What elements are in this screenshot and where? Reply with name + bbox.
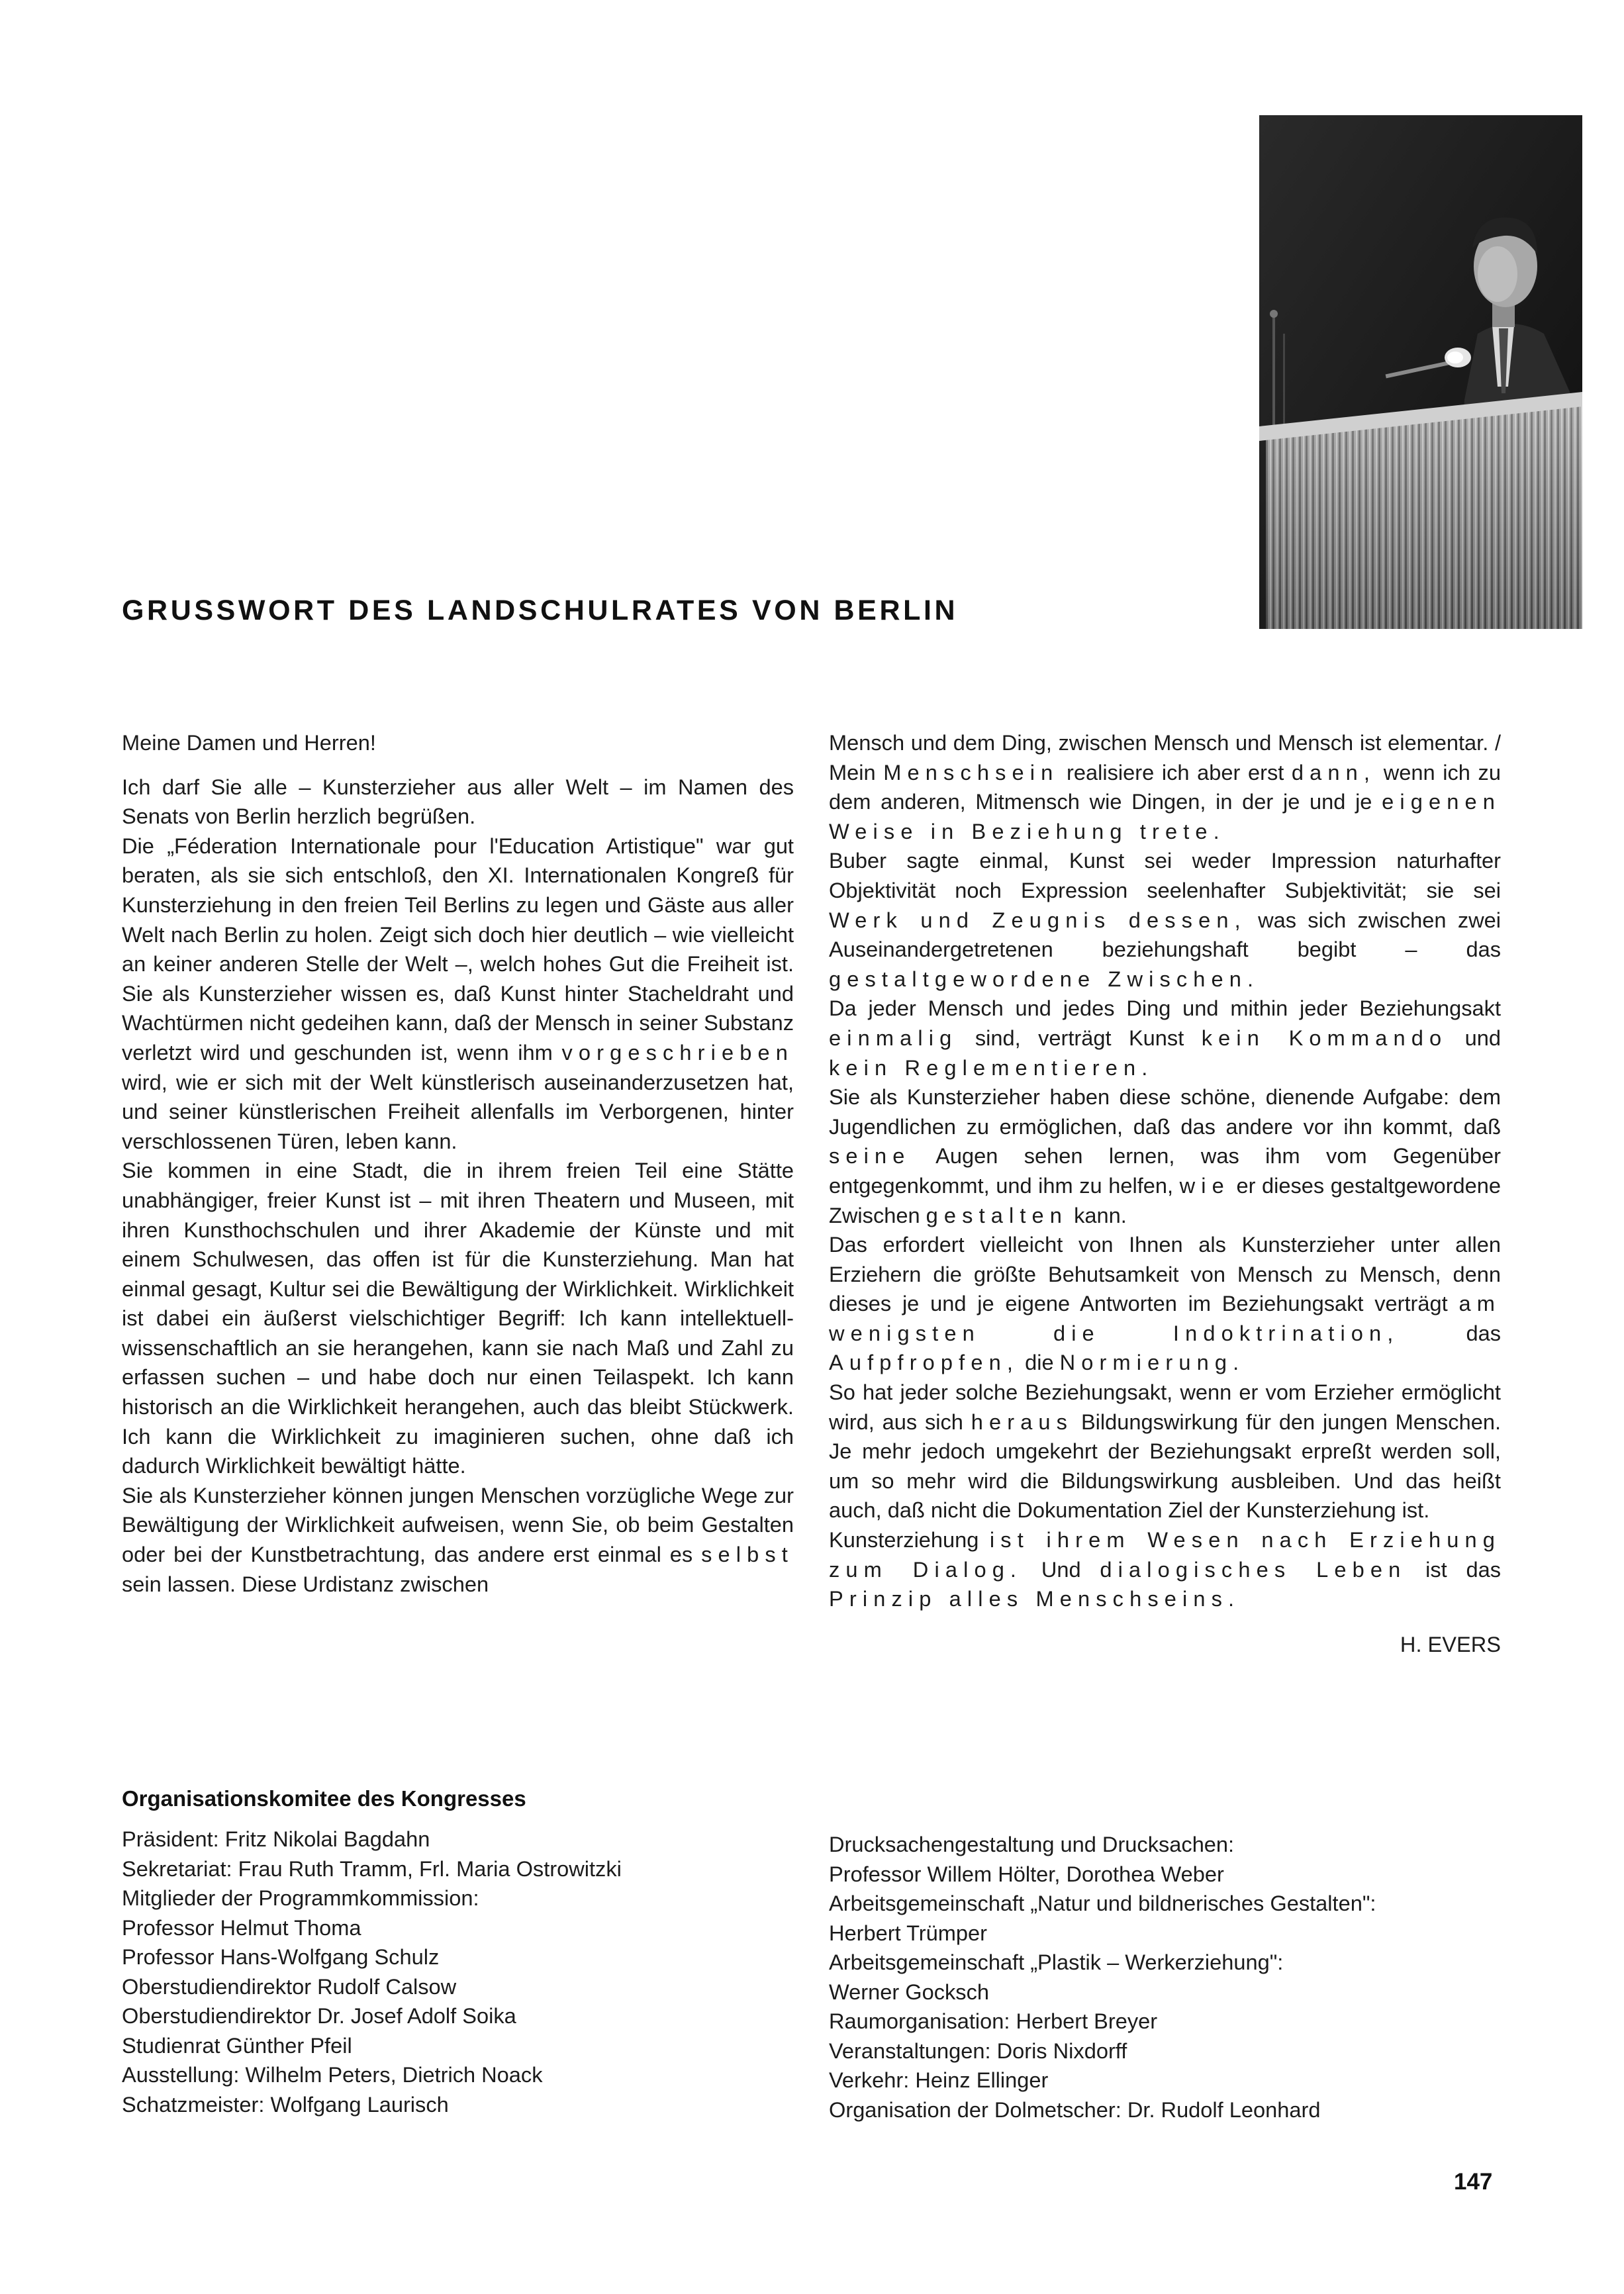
paragraph-city: Sie kommen in eine Stadt, die in ihrem freien Teil eine Stätte unabhängiger, freier Kunst ist – mit ihren Theatern und Museen, mit ihren Kunsthochschulen und ihrer Akademie der Künste und mit einem Schulwesen, das offen ist für die Kunsterziehung. Man hat einmal gesagt, Kultur sei die Bewältigung der Wirklichkeit. Wirklichkeit ist dabei ein äußerst vielschichtiger Begriff: Ich kann intellektuell-wissenschaftlich an sie herangehen, kann sie nach Maß und Zahl zu erfassen suchen – und habe doch nur einen Teilaspekt. Ich kann historisch an die Wirklichkeit herangehen, auch das bleibt Stückwerk. Ich kann die Wirklichkeit zu imaginieren suchen, ohne daß ich dadurch Wirklichkeit bewältigt hätte. (122, 1158, 794, 1478)
emphasis-text: wie (1179, 1172, 1230, 1198)
paragraph-federation: Die „Féderation Internationale pour l'Education Artistique" war gut beraten, als sie sich entschloß, den XI. Internationalen Kongreß für Kunsterziehung in den freien Teil Berlins zu legen und Gäste aus aller Welt nach Berlin zu holen. Zeigt sich doch hier deutlich – wie vielleicht an keiner anderen Stelle der Welt –, welch hohes Gut die Freiheit ist. Sie als Kunsterzieher wissen es, daß Kunst hinter Stacheldraht und Wachtürmen nicht gedeihen kann, daß der Mensch in seiner Substanz verletzt wird und geschunden ist, wenn ihm vorgeschrieben wird, wie er sich mit der Welt künstlerisch auseinanderzusetzen hat, und seiner künstlerischen Freiheit allenfalls im Verborgenen, hinter verschlossenen Türen, leben kann. (122, 833, 794, 1153)
emphasis-text: Normierung. (1059, 1350, 1245, 1375)
paragraph-unique: Da jeder Mensch und jedes Ding und mithin jeder Beziehungsakt einmalig sind, verträgt Kunst kein Kommando und kein Reglementieren. (829, 996, 1501, 1080)
list-item: Verkehr: Heinz Ellinger (829, 2068, 1049, 2092)
list-item: Präsident: Fritz Nikolai Bagdahn (122, 1827, 430, 1851)
emphasis-text: vorgeschrieben (561, 1039, 794, 1065)
page-number: 147 (1454, 2169, 1493, 2195)
list-item: Herbert Trümper (829, 1920, 987, 1945)
paragraph-effect: So hat jeder solche Beziehungsakt, wenn er vom Erzieher ermöglicht wird, aus sich heraus Bildungswirkung für den jungen Menschen. Je mehr jedoch umgekehrt der Beziehungsakt erpreßt werden soll, um so mehr wird die Bildungswirkung ausbleiben. Und das heißt auch, daß nicht die Dokumentation Ziel der Kunsterziehung ist. (829, 1380, 1501, 1523)
emphasis-text: ist ihrem Wesen nach Erziehung zum Dialog. (829, 1527, 1501, 1582)
list-item: Professor Hans-Wolfgang Schulz (122, 1944, 440, 1969)
emphasis-text: selbst (701, 1542, 794, 1567)
emphasis-text: seine (829, 1143, 911, 1169)
list-item: Studienrat Günther Pfeil (122, 2032, 352, 2058)
list-item: Oberstudiendirektor Dr. Josef Adolf Soika (122, 2003, 516, 2028)
list-item: Sekretariat: Frau Ruth Tramm, Frl. Maria Ostrowitzki (122, 1856, 622, 1881)
emphasis-text: Menschsein (883, 759, 1059, 785)
speaker-at-lectern-photo-icon (1259, 115, 1582, 629)
list-item: Drucksachengestaltung und Drucksachen: (829, 1832, 1235, 1856)
list-item: Schatzmeister: Wolfgang Laurisch (122, 2091, 449, 2117)
paragraph-greeting: Ich darf Sie alle – Kunsterzieher aus aller Welt – im Namen des Senats von Berlin herzlich begrüßen. (122, 774, 794, 829)
list-item: Werner Gocksch (829, 1979, 989, 2004)
salutation: Meine Damen und Herren! (122, 730, 376, 755)
list-item: Ausstellung: Wilhelm Peters, Dietrich Noack (122, 2062, 543, 2087)
list-item: Professor Helmut Thoma (122, 1915, 361, 1940)
list-item: Oberstudiendirektor Rudolf Calsow (122, 1974, 457, 1999)
paragraph-care: Das erfordert vielleicht von Ihnen als Kunsterzieher unter allen Erziehern die größte Behutsamkeit von Mensch zu Mensch, denn dieses je und je eigene Antworten im Beziehungsakt verträgt am wenigsten die Indoktrination, das Aufpfropfen, die Normierung. (829, 1232, 1501, 1375)
emphasis-text: gestalten (926, 1202, 1069, 1227)
paragraph-educators: Sie als Kunsterzieher können jungen Menschen vorzügliche Wege zur Bewältigung der Wirklichkeit aufweisen, wenn Sie, ob beim Gestalten oder bei der Kunstbetrachtung, das andere erst einmal es selbst sein lassen. Diese Urdistanz zwischen (122, 1482, 794, 1596)
emphasis-text: gestaltgewordene Zwischen. (829, 966, 1260, 991)
signature: H. EVERS (1400, 1631, 1501, 1656)
org-committee-list-left (122, 1825, 622, 2119)
emphasis-text: dann, (1291, 759, 1376, 785)
emphasis-text: kein Kommando (1201, 1025, 1448, 1050)
paragraph-dialog: Kunsterziehung ist ihrem Wesen nach Erziehung zum Dialog. Und dialogisches Leben ist das Prinzip alles Menschseins. (829, 1527, 1501, 1611)
paragraph-distance: Mensch und dem Ding, zwischen Mensch und Mensch ist elementar. / Mein Menschsein realisiere ich aber erst dann, wenn ich zu dem anderen, Mitmensch wie Dingen, in der je und je eigenen Weise in Beziehung trete. (829, 730, 1501, 843)
list-item: Professor Willem Hölter, Dorothea Weber (829, 1861, 1224, 1886)
emphasis-text: heraus (971, 1409, 1074, 1434)
list-item: Arbeitsgemeinschaft „Plastik – Werkerziehung": (829, 1950, 1284, 1974)
paragraph-buber: Buber sagte einmal, Kunst sei weder Impression naturhafter Objektivität noch Expression seelenhafter Subjektivität; sie sei Werk und Zeugnis dessen, was sich zwischen zwei Auseinandergetretenen beziehungshaft begibt – das gestaltgewordene Zwischen. (829, 848, 1501, 991)
org-committee-list-right (829, 1830, 1376, 2125)
speech-left-column (122, 728, 794, 1599)
emphasis-text: eigenen Weise in Beziehung trete. (829, 789, 1501, 843)
list-item: Veranstaltungen: Doris Nixdorff (829, 2038, 1127, 2063)
list-item: Raumorganisation: Herbert Breyer (829, 2009, 1158, 2033)
emphasis-text: einmalig (829, 1025, 958, 1050)
speaker-photo (1259, 115, 1582, 629)
list-item: Organisation der Dolmetscher: Dr. Rudolf Leonhard (829, 2097, 1321, 2122)
page-title: GRUSSWORT DES LANDSCHULRATES VON BERLIN (122, 595, 959, 626)
emphasis-text: Werk und Zeugnis dessen, (829, 907, 1247, 932)
list-item: Arbeitsgemeinschaft „Natur und bildnerisches Gestalten": (829, 1891, 1376, 1915)
list-item: Mitglieder der Programmkommission: (122, 1886, 479, 1910)
org-committee-heading: Organisationskomitee des Kongresses (122, 1786, 526, 1811)
emphasis-text: dialogisches Leben (1100, 1556, 1407, 1582)
emphasis-text: Prinzip alles Menschseins. (829, 1586, 1241, 1611)
speech-right-column (829, 728, 1501, 1659)
emphasis-text: Aufpfropfen, (829, 1350, 1020, 1375)
emphasis-text: kein Reglementieren. (829, 1055, 1154, 1080)
paragraph-task: Sie als Kunsterzieher haben diese schöne, dienende Aufgabe: dem Jugendlichen zu ermöglichen, daß das andere vor ihn kommt, daß seine Augen sehen lernen, was ihm vom Gegenüber entgegenkommt, und ihm zu helfen, wie er dieses gestaltgewordene Zwischen gestalten kann. (829, 1084, 1501, 1227)
emphasis-text: am wenigsten die Indoktrination, (829, 1291, 1501, 1345)
